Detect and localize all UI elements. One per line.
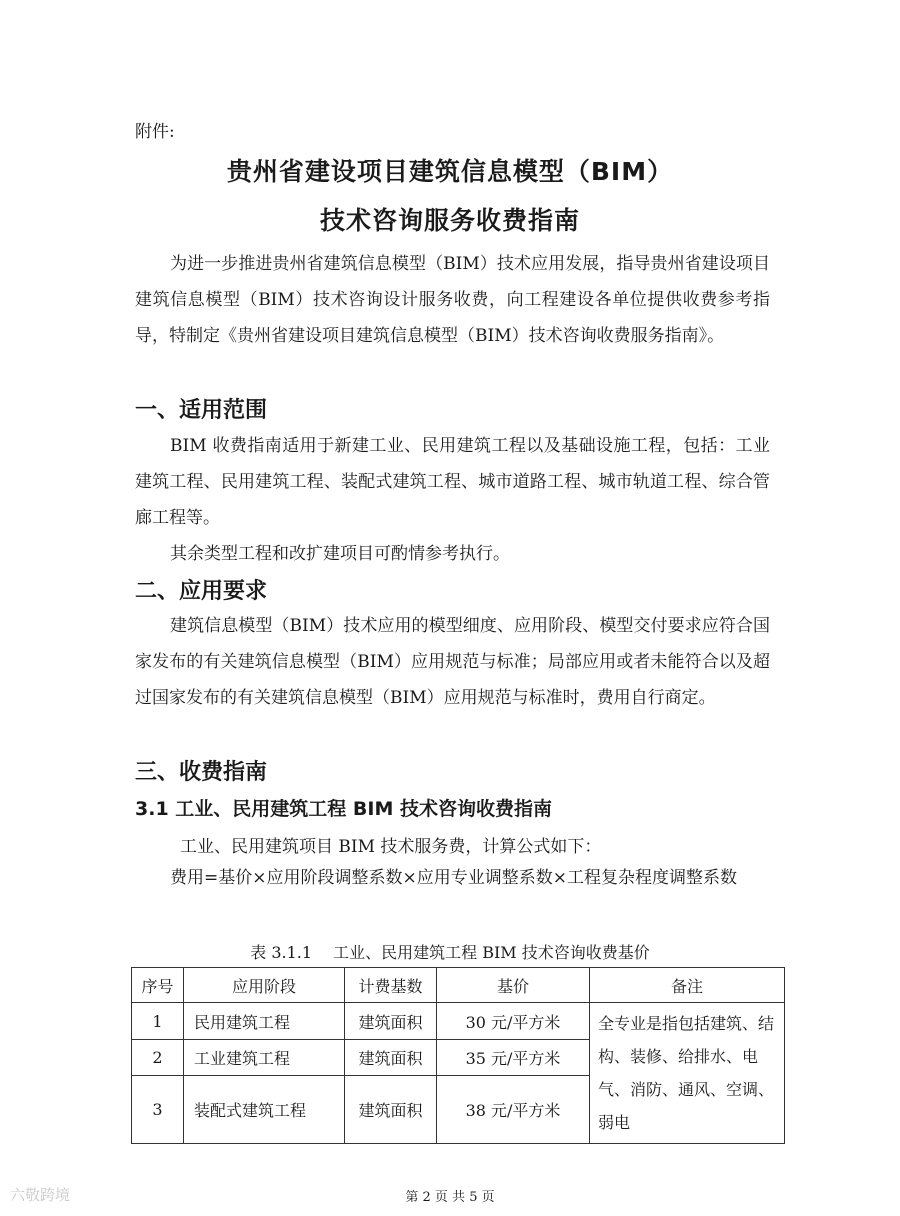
section2-paragraph: 建筑信息模型（BIM）技术应用的模型细度、应用阶段、模型交付要求应符合国家发布的有关建筑信息模型（BIM）应用规范与标准；局部应用或者未能符合以及超过国家发布的有关建筑信息模型（BIM）应用规范与标准时，费用自行商定。 — [135, 616, 770, 708]
section1-paragraph1: BIM 收费指南适用于新建工业、民用建筑工程以及基础设施工程，包括：工业建筑工程、民用建筑工程、装配式建筑工程、城市道路工程、城市轨道工程、综合管廊工程等。 — [135, 436, 770, 528]
table-caption: 表 3.1.1 工业、民用建筑工程 BIM 技术咨询收费基价 — [250, 943, 650, 962]
row-stage: 工业建筑工程 — [184, 1040, 345, 1076]
section3-subheading: 3.1 工业、民用建筑工程 BIM 技术咨询收费指南 — [135, 798, 552, 820]
table-row — [132, 1003, 785, 1040]
intro-paragraph: 为进一步推进贵州省建筑信息模型（BIM）技术应用发展，指导贵州省建设项目建筑信息模型（BIM）技术咨询设计服务收费，向工程建设各单位提供收费参考指导，特制定《贵州省建设项目建筑信息模型（BIM）技术咨询收费服务指南》。 — [135, 254, 770, 346]
row-stage: 民用建筑工程 — [184, 1003, 345, 1040]
fee-table — [131, 967, 785, 1144]
row-no: 2 — [132, 1040, 184, 1076]
document-title-line2: 技术咨询服务收费指南 — [319, 206, 580, 235]
row-price: 38 元/平方米 — [437, 1076, 590, 1144]
row-base: 建筑面积 — [345, 1040, 437, 1076]
section2-heading: 二、应用要求 — [135, 579, 268, 604]
row-price: 35 元/平方米 — [437, 1040, 590, 1076]
row-no: 1 — [132, 1003, 184, 1040]
service-fee-intro: 工业、民用建筑项目 BIM 技术服务费，计算公式如下： — [180, 837, 602, 857]
attachment-label: 附件: — [135, 122, 175, 142]
row-price: 30 元/平方米 — [437, 1003, 590, 1040]
fee-formula: 费用=基价×应用阶段调整系数×应用专业调整系数×工程复杂程度调整系数 — [170, 868, 737, 888]
table-header-row — [132, 968, 785, 1003]
section1-heading: 一、适用范围 — [135, 398, 268, 423]
header-price: 基价 — [437, 968, 590, 1003]
row-base: 建筑面积 — [345, 1076, 437, 1144]
header-stage: 应用阶段 — [184, 968, 345, 1003]
header-base: 计费基数 — [345, 968, 437, 1003]
header-no: 序号 — [132, 968, 184, 1003]
page-number-footer: 第 2 页 共 5 页 — [405, 1190, 495, 1205]
header-remark: 备注 — [590, 968, 785, 1003]
row-remark: 全专业是指包括建筑、结构、装修、给排水、电气、消防、通风、空调、弱电 — [590, 1003, 785, 1144]
row-base: 建筑面积 — [345, 1003, 437, 1040]
document-title-line1: 贵州省建设项目建筑信息模型（BIM） — [226, 157, 674, 186]
row-stage: 装配式建筑工程 — [184, 1076, 345, 1144]
watermark-logo: 六敬跨境 — [10, 1186, 71, 1204]
section1-paragraph2: 其余类型工程和改扩建项目可酌情参考执行。 — [170, 544, 510, 564]
row-no: 3 — [132, 1076, 184, 1144]
section3-heading: 三、收费指南 — [135, 760, 268, 785]
